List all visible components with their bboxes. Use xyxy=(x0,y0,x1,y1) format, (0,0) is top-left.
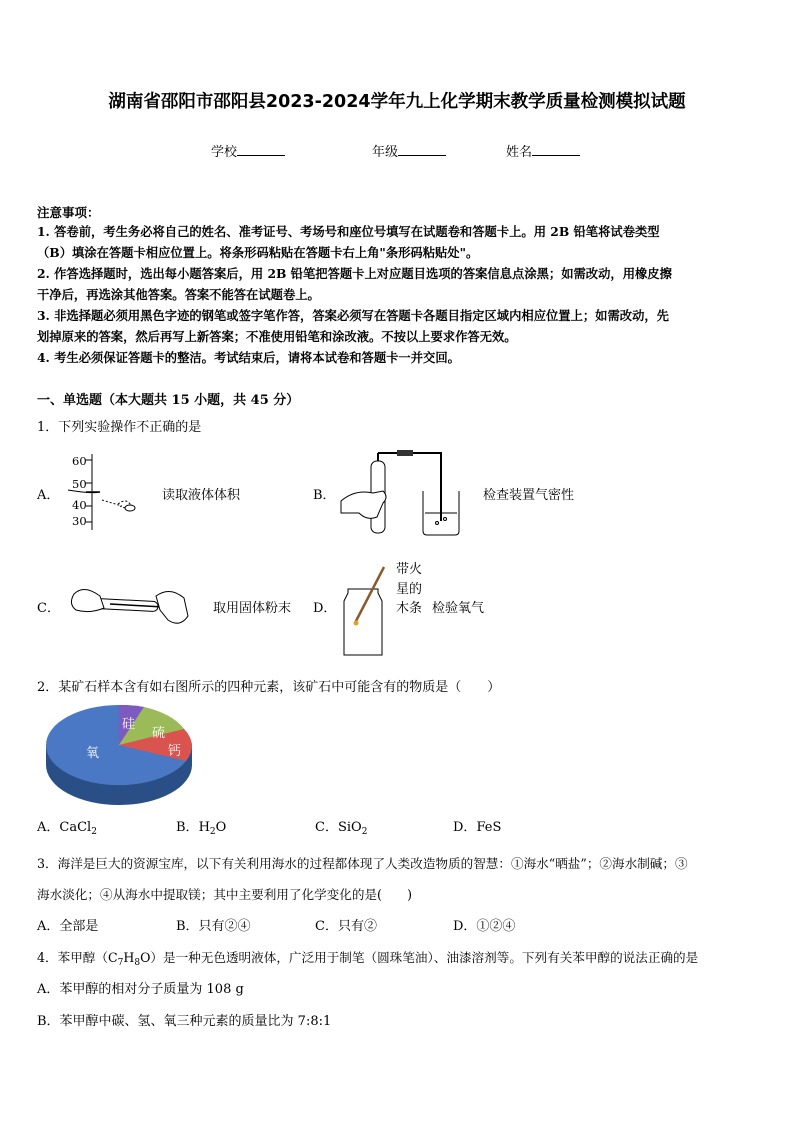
q1-option-b-letter: B． xyxy=(313,488,336,503)
q1-stem: 1．下列实验操作不正确的是 xyxy=(37,420,202,435)
q2-option-b-formula: H xyxy=(198,820,210,835)
splint-caption-1: 带火 xyxy=(396,562,423,577)
q4-stem xyxy=(37,947,698,968)
note-line: 3. 非选择题必须用黑色字迹的钢笔或签字笔作答，答案必须写在答题卡各题目指定区域内相应位置上；如需改动，先 xyxy=(37,308,669,323)
q2-option-b-sub: 2 xyxy=(209,827,216,837)
splint-caption-3: 木条 xyxy=(396,601,423,616)
page-title: 湖南省邵阳市邵阳县2023-2024学年九上化学期末教学质量检测模拟试题 xyxy=(108,92,686,112)
test-tube-powder-illustration xyxy=(64,580,192,640)
q4-stem-mid: H xyxy=(123,950,135,965)
q1-option-c-label: 取用固体粉末 xyxy=(213,601,292,616)
pie-label-silicon: 硅 xyxy=(122,717,136,732)
q4-sub-8: 8 xyxy=(134,958,141,968)
q1-option-a-letter: A． xyxy=(37,488,60,503)
q2-option-d xyxy=(453,816,501,835)
name-blank xyxy=(532,143,580,156)
pie-label-oxygen: 氧 xyxy=(86,746,100,761)
q2-option-b xyxy=(176,816,226,837)
grade-label: 年级 xyxy=(372,145,399,160)
note-line: 干净后，再选涂其他答案。答案不能答在试题卷上。 xyxy=(37,287,320,302)
q2-option-c-letter: C． xyxy=(315,820,338,835)
note-line: 4. 考生必须保证答题卡的整洁。考试结束后，请将本试卷和答题卡一并交回。 xyxy=(37,350,460,365)
cylinder-tick-50: 50 xyxy=(72,477,87,491)
q3-option-b: B．只有②④ xyxy=(176,919,251,934)
q2-stem: 2．某矿石样本含有如右图所示的四种元素，该矿石中可能含有的物质是（ ） xyxy=(37,680,501,695)
oxygen-test-illustration xyxy=(340,563,390,657)
cylinder-tick-30: 30 xyxy=(72,514,87,528)
q1-option-b-label: 检查装置气密性 xyxy=(483,488,575,503)
school-label: 学校 xyxy=(211,145,238,160)
grade-blank xyxy=(398,143,446,156)
q2-option-c xyxy=(315,816,367,837)
q2-option-d-letter: D． xyxy=(453,820,477,835)
note-line: 划掉原来的答案，然后再写上新答案；不准使用铅笔和涂改液。不按以上要求作答无效。 xyxy=(37,329,517,344)
note-line: 2. 作答选择题时，选出每小题答案后，用 2B 铅笔把答题卡上对应题目选项的答案信息点涂黑；如需改动，用橡皮擦 xyxy=(37,266,672,281)
q2-option-c-sub: 2 xyxy=(361,827,368,837)
q3-option-d: D．①②④ xyxy=(453,919,516,934)
name-field xyxy=(506,141,580,160)
q4-option-b: B．苯甲醇中碳、氢、氧三种元素的质量比为 7:8:1 xyxy=(37,1014,332,1029)
note-line: 1. 答卷前，考生务必将自己的姓名、准考证号、考场号和座位号填写在试题卷和答题卡上。用 2B 铅笔将试卷类型 xyxy=(37,224,660,239)
school-blank xyxy=(237,143,285,156)
q2-option-a-formula: CaCl xyxy=(59,820,92,835)
q3-option-a: A．全部是 xyxy=(37,919,99,934)
q4-sub-7: 7 xyxy=(117,958,124,968)
q2-option-b-letter: B． xyxy=(176,820,199,835)
q1-option-c-letter: C． xyxy=(37,601,60,616)
q2-option-a-sub: 2 xyxy=(91,827,97,837)
q4-stem-pre: 4．苯甲醇（C xyxy=(37,950,118,965)
q1-option-d-letter: D． xyxy=(313,601,337,616)
splint-caption-2: 星的 xyxy=(396,582,423,597)
q4-option-a: A．苯甲醇的相对分子质量为 108 g xyxy=(37,982,244,997)
cylinder-tick-60: 60 xyxy=(72,454,87,468)
q2-option-b-tail: O xyxy=(215,820,227,835)
airtightness-check-illustration xyxy=(337,447,467,539)
cylinder-tick-40: 40 xyxy=(72,498,87,512)
pie-label-calcium: 钙 xyxy=(168,744,182,759)
name-label: 姓名 xyxy=(506,145,533,160)
notes-heading: 注意事项： xyxy=(37,205,100,220)
q3-stem-line2: 海水淡化；④从海水中提取镁；其中主要利用了化学变化的是( ) xyxy=(37,887,413,902)
pie-label-sulfur: 硫 xyxy=(152,726,166,741)
q4-stem-post: O）是一种无色透明液体，广泛用于制笔（圆珠笔油）、油漆溶剂等。下列有关苯甲醇的说法正确的是 xyxy=(140,950,699,965)
grade-field xyxy=(372,141,446,160)
school-field xyxy=(211,141,285,160)
q2-option-d-formula: FeS xyxy=(476,820,502,835)
q1-option-d-label: 检验氧气 xyxy=(432,601,485,616)
q3-stem-line1: 3．海洋是巨大的资源宝库，以下有关利用海水的过程都体现了人类改造物质的智慧：①海水“晒盐”；②海水制碱；③ xyxy=(37,856,688,871)
q1-option-a-label: 读取液体体积 xyxy=(162,488,241,503)
section-heading: 一、单选题（本大题共 15 小题，共 45 分） xyxy=(37,393,300,408)
q2-option-a-letter: A． xyxy=(37,820,60,835)
q3-option-c: C．只有② xyxy=(315,919,377,934)
note-line: （B）填涂在答题卡相应位置上。将条形码粘贴在答题卡右上角"条形码粘贴处"。 xyxy=(37,245,479,260)
q2-option-a xyxy=(37,816,97,837)
q2-option-c-formula: SiO xyxy=(337,820,362,835)
